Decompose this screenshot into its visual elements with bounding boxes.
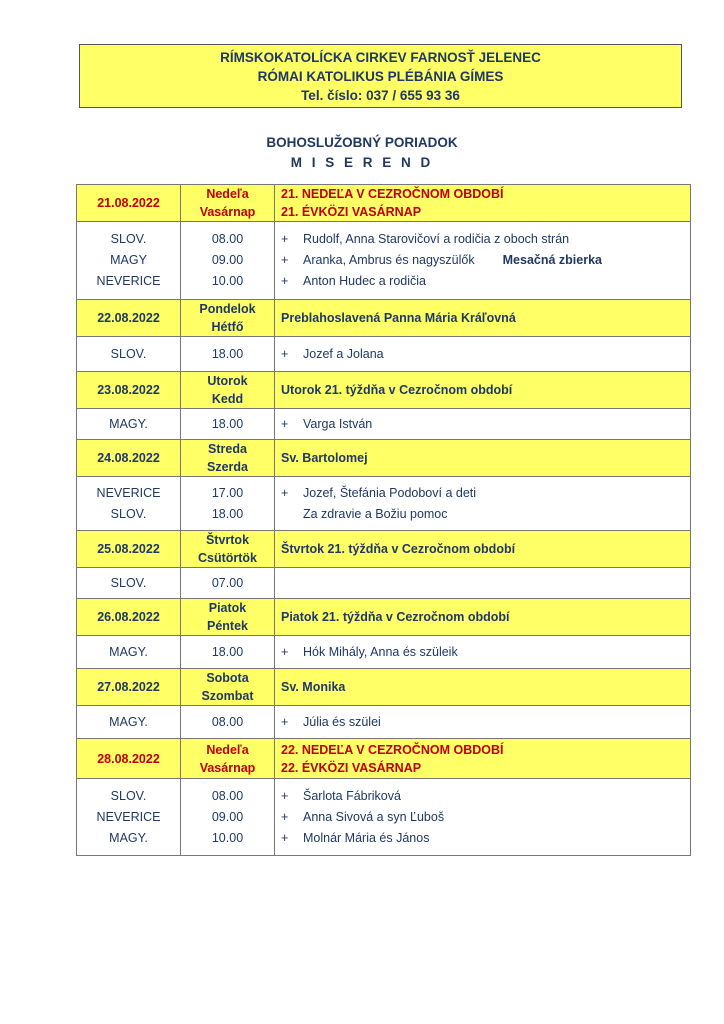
mass-intention-line (281, 344, 690, 365)
day-feast (275, 739, 691, 779)
mass-times (181, 222, 275, 300)
cross-mark: + (281, 644, 289, 659)
feast-line-1: 21. NEDEĽA V CEZROČNOM OBDOBÍ (281, 187, 504, 201)
day-feast (275, 669, 691, 706)
mass-time: 17.00 (211, 485, 244, 500)
collection-note: Mesačná zbierka (502, 253, 602, 267)
day-name-hu: Szerda (207, 460, 248, 474)
mass-intention: Hók Mihály, Anna és szüleik (303, 644, 458, 659)
day-name-hu: Vasárnap (199, 205, 256, 219)
day-name-sk: Pondelok (199, 302, 256, 316)
parish-header (79, 44, 682, 108)
cross-mark: + (281, 714, 289, 729)
mass-time: 18.00 (211, 506, 244, 521)
feast-line-1: Sv. Bartolomej (281, 451, 368, 465)
mass-place: NEVERICE (96, 485, 161, 500)
day-name-sk: Nedeľa (206, 742, 249, 757)
mass-place: MAGY. (109, 416, 148, 431)
mass-time: 08.00 (211, 232, 244, 246)
day-date: 26.08.2022 (77, 599, 181, 636)
feast-line-1: Sv. Monika (281, 680, 346, 694)
mass-row (77, 222, 691, 300)
day-name-hu: Szombat (201, 689, 254, 703)
day-name-hu: Vasárnap (199, 760, 256, 775)
mass-place: SLOV. (110, 232, 147, 246)
mass-intention-line (281, 483, 690, 504)
mass-time: 08.00 (211, 788, 244, 803)
mass-intention: Anton Hudec a rodičia (303, 274, 426, 288)
mass-places (77, 409, 181, 440)
day-name (181, 300, 275, 337)
mass-intention: Varga István (303, 416, 373, 431)
mass-places (77, 706, 181, 739)
mass-time: 18.00 (211, 644, 244, 659)
mass-time: 18.00 (211, 416, 244, 431)
mass-times (181, 568, 275, 599)
mass-time: 08.00 (211, 714, 244, 729)
mass-place: MAGY. (109, 830, 148, 845)
mass-time: 10.00 (211, 830, 244, 845)
mass-place: SLOV. (110, 788, 147, 803)
cross-mark: + (281, 274, 289, 288)
day-name-hu: Hétfő (211, 320, 244, 334)
day-feast (275, 599, 691, 636)
mass-intentions (275, 477, 691, 531)
mass-intention-line (281, 807, 690, 828)
cross-mark: + (281, 416, 289, 431)
mass-intention: Jozef a Jolana (303, 346, 384, 361)
day-header-row (77, 185, 691, 222)
mass-intention-line (281, 828, 690, 849)
mass-schedule-table (76, 184, 691, 856)
mass-intention: Šarlota Fábriková (303, 788, 401, 803)
cross-mark: + (281, 346, 289, 361)
mass-times (181, 706, 275, 739)
mass-row (77, 706, 691, 739)
mass-places (77, 337, 181, 372)
mass-intentions (275, 222, 691, 300)
day-name-sk: Utorok (207, 374, 248, 388)
feast-line-2: 21. ÉVKÖZI VASÁRNAP (281, 205, 422, 219)
mass-intention-line (281, 573, 690, 594)
mass-time: 10.00 (211, 274, 244, 288)
mass-place: MAGY (110, 253, 147, 267)
day-feast (275, 300, 691, 337)
cross-mark: + (281, 830, 289, 845)
mass-intention: Molnár Mária és János (303, 830, 430, 845)
mass-intentions (275, 779, 691, 856)
day-name (181, 185, 275, 222)
day-header-row (77, 440, 691, 477)
cross-mark: + (281, 232, 289, 246)
mass-times (181, 477, 275, 531)
mass-places (77, 222, 181, 300)
mass-intentions (275, 568, 691, 599)
mass-places (77, 568, 181, 599)
mass-intention-line (281, 271, 690, 292)
mass-intention-line (281, 786, 690, 807)
mass-intention-line (281, 642, 690, 663)
day-name (181, 599, 275, 636)
mass-row (77, 477, 691, 531)
parish-name-sk: RÍMSKOKATOLÍCKA CIRKEV FARNOSŤ JELENEC (220, 50, 541, 65)
mass-intention: Za zdravie a Božiu pomoc (303, 506, 448, 521)
mass-place: SLOV. (110, 575, 147, 590)
mass-intention-line (281, 414, 690, 435)
cross-mark: + (281, 485, 289, 500)
mass-row (77, 409, 691, 440)
day-name-sk: Streda (208, 442, 247, 456)
mass-intention-line (281, 712, 690, 733)
mass-times (181, 636, 275, 669)
schedule-subtitle: M I S E R E N D (290, 155, 434, 170)
day-feast (275, 440, 691, 477)
day-date: 24.08.2022 (77, 440, 181, 477)
mass-times (181, 779, 275, 856)
mass-place: SLOV. (110, 346, 147, 361)
feast-line-2: 22. ÉVKÖZI VASÁRNAP (281, 760, 422, 775)
feast-line-1: Piatok 21. týždňa v Cezročnom období (281, 610, 510, 624)
mass-intentions (275, 706, 691, 739)
day-name (181, 531, 275, 568)
mass-place: MAGY. (109, 714, 148, 729)
day-name-hu: Csütörtök (197, 551, 258, 565)
day-date: 25.08.2022 (77, 531, 181, 568)
mass-place: NEVERICE (96, 809, 161, 824)
mass-row (77, 568, 691, 599)
cross-mark: + (281, 788, 289, 803)
feast-line-1: Utorok 21. týždňa v Cezročnom období (281, 383, 513, 397)
mass-intention: Jozef, Štefánia Podoboví a deti (303, 485, 477, 500)
mass-intention: Aranka, Ambrus és nagyszülők (303, 253, 475, 267)
mass-time: 18.00 (211, 346, 244, 361)
mass-intentions (275, 409, 691, 440)
feast-line-1: Preblahoslavená Panna Mária Kráľovná (281, 311, 516, 325)
mass-time: 09.00 (211, 253, 244, 267)
cross-mark: + (281, 253, 289, 267)
mass-intention: Júlia és szülei (303, 714, 381, 729)
day-date: 28.08.2022 (77, 739, 181, 779)
mass-row (77, 636, 691, 669)
mass-intention-line (281, 504, 690, 525)
mass-times (181, 409, 275, 440)
mass-time: 07.00 (211, 575, 244, 590)
feast-line-1: Štvrtok 21. týždňa v Cezročnom období (281, 542, 516, 556)
day-name-hu: Kedd (211, 392, 244, 406)
mass-place: SLOV. (110, 506, 147, 521)
day-date: 23.08.2022 (77, 372, 181, 409)
mass-intention-line (281, 250, 690, 271)
day-header-row (77, 599, 691, 636)
day-header-row (77, 300, 691, 337)
day-name (181, 440, 275, 477)
day-feast (275, 531, 691, 568)
mass-places (77, 779, 181, 856)
feast-line-1: 22. NEDEĽA V CEZROČNOM OBDOBÍ (281, 742, 504, 757)
mass-intention-line (281, 229, 690, 250)
mass-times (181, 337, 275, 372)
day-name-sk: Štvrtok (205, 533, 250, 547)
day-date: 21.08.2022 (77, 185, 181, 222)
schedule-title: BOHOSLUŽOBNÝ PORIADOK (266, 135, 458, 150)
mass-intention: Rudolf, Anna Starovičoví a rodičia z oboch strán (303, 232, 570, 246)
day-date: 22.08.2022 (77, 300, 181, 337)
day-date: 27.08.2022 (77, 669, 181, 706)
day-header-row (77, 531, 691, 568)
mass-places (77, 636, 181, 669)
day-name-sk: Sobota (206, 671, 249, 685)
mass-row (77, 337, 691, 372)
day-name-sk: Nedeľa (206, 187, 249, 201)
mass-place: MAGY. (109, 644, 148, 659)
parish-name-hu: RÓMAI KATOLIKUS PLÉBÁNIA GÍMES (257, 69, 504, 84)
day-feast (275, 185, 691, 222)
day-name (181, 372, 275, 409)
day-header-row (77, 372, 691, 409)
day-feast (275, 372, 691, 409)
day-header-row (77, 739, 691, 779)
mass-intention: Anna Sivová a syn Ľuboš (303, 809, 445, 824)
day-header-row (77, 669, 691, 706)
day-name (181, 739, 275, 779)
mass-intentions (275, 636, 691, 669)
day-name (181, 669, 275, 706)
mass-place: NEVERICE (96, 274, 161, 288)
day-name-hu: Péntek (207, 619, 248, 633)
cross-mark: + (281, 809, 289, 824)
day-name-sk: Piatok (208, 601, 247, 615)
mass-row (77, 779, 691, 856)
mass-time: 09.00 (211, 809, 244, 824)
parish-phone: Tel. číslo: 037 / 655 93 36 (301, 88, 460, 103)
mass-places (77, 477, 181, 531)
mass-intentions (275, 337, 691, 372)
